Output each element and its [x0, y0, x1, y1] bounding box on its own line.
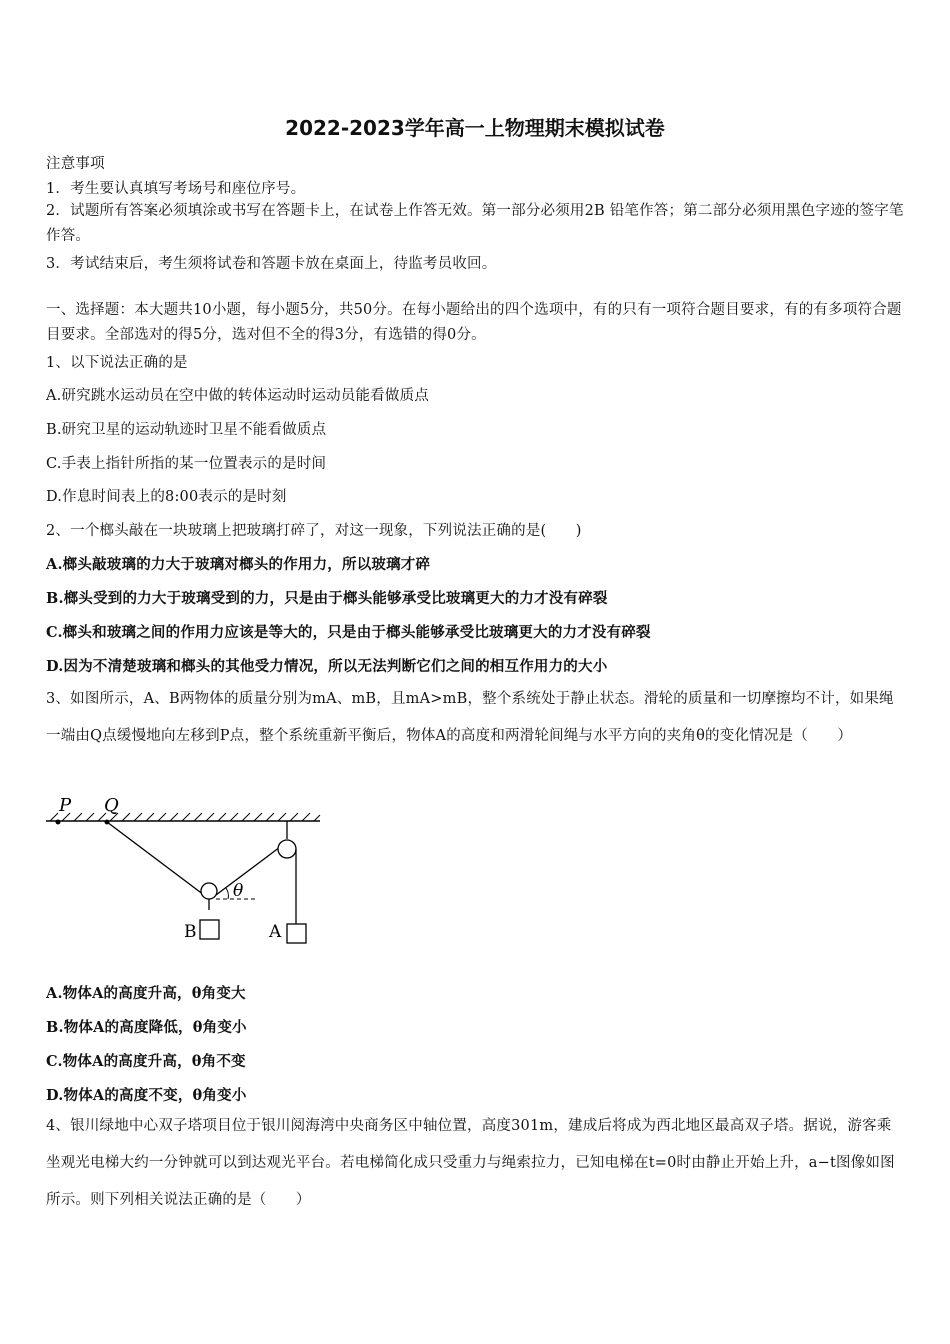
- label-b: B: [184, 922, 197, 942]
- notice-item-3: 3．考试结束后，考生须将试卷和答题卡放在桌面上，待监考员收回。: [46, 256, 497, 272]
- q3-stem: 3、如图所示，A、B两物体的质量分别为mA、mB，且mA>mB，整个系统处于静止状态。滑轮的质量和一切摩擦均不计，如果绳一端由Q点缓慢地向左移到P点，整个系统重新平衡后，物体A的高度和两滑轮间绳与水平方向的夹角θ的变化情况是（ ）: [46, 691, 894, 744]
- q1-stem: 1、以下说法正确的是: [46, 355, 188, 371]
- fixed-pulley: [278, 840, 296, 858]
- point-p-dot: [56, 820, 61, 825]
- label-theta: θ: [233, 881, 244, 901]
- label-p: P: [59, 795, 72, 816]
- q2-option-d: D.因为不清楚玻璃和榔头的其他受力情况，所以无法判断它们之间的相互作用力的大小: [46, 658, 608, 675]
- page-title: 2022-2023学年高一上物理期末模拟试卷: [285, 116, 665, 140]
- q1-option-b: B.研究卫星的运动轨迹时卫星不能看做质点: [46, 422, 327, 438]
- q1-option-c: C.手表上指针所指的某一位置表示的是时间: [46, 456, 327, 472]
- angle-arc: [226, 888, 228, 899]
- notice-heading: 注意事项: [46, 156, 105, 172]
- notice-item-1: 1．考生要认真填写考场号和座位序号。: [46, 181, 306, 197]
- q2-stem: 2、一个榔头敲在一块玻璃上把玻璃打碎了，对这一现象，下列说法正确的是( ): [46, 523, 582, 539]
- q2-option-b: B.榔头受到的力大于玻璃受到的力，只是由于榔头能够承受比玻璃更大的力才没有碎裂: [46, 590, 608, 607]
- block-b: [200, 920, 219, 939]
- q2-option-c: C.榔头和玻璃之间的作用力应该是等大的，只是由于榔头能够承受比玻璃更大的力才没有碎裂: [46, 624, 651, 641]
- rope-middle: [216, 847, 280, 895]
- pulley-diagram: [44, 792, 334, 952]
- q3-option-c: C.物体A的高度升高，θ角不变: [46, 1053, 246, 1070]
- rope-left: [107, 822, 204, 895]
- notice-item-2: 2．试题所有答案必须填涂或书写在答题卡上，在试卷上作答无效。第一部分必须用2B 铅笔作答；第二部分必须用黑色字迹的签字笔作答。: [46, 203, 904, 244]
- section-1-intro: 一、选择题：本大题共10小题，每小题5分，共50分。在每小题给出的四个选项中，有的只有一项符合题目要求，有的有多项符合题目要求。全部选对的得5分，选对但不全的得3分，有选错的得0分。: [46, 302, 902, 343]
- q1-option-d: D.作息时间表上的8:00表示的是时刻: [46, 489, 287, 505]
- ceiling-hatch: [50, 813, 320, 821]
- label-a: A: [269, 922, 282, 942]
- q3-option-d: D.物体A的高度不变，θ角变小: [46, 1087, 247, 1104]
- q3-option-a: A.物体A的高度升高，θ角变大: [46, 985, 246, 1002]
- q4-stem: 4、银川绿地中心双子塔项目位于银川阅海湾中央商务区中轴位置，高度301m，建成后将成为西北地区最高双子塔。据说，游客乘坐观光电梯大约一分钟就可以到达观光平台。若电梯简化成只受重力与绳索拉力，已知电梯在t=0时由静止开始上升，a−t图像如图所示。则下列相关说法正确的是（ ）: [46, 1118, 895, 1208]
- q3-option-b: B.物体A的高度降低，θ角变小: [46, 1019, 247, 1036]
- block-a: [287, 924, 306, 943]
- q2-option-a: A.榔头敲玻璃的力大于玻璃对榔头的作用力，所以玻璃才碎: [46, 556, 431, 573]
- movable-pulley: [201, 883, 217, 899]
- q1-option-a: A.研究跳水运动员在空中做的转体运动时运动员能看做质点: [46, 388, 429, 404]
- label-q: Q: [104, 795, 119, 816]
